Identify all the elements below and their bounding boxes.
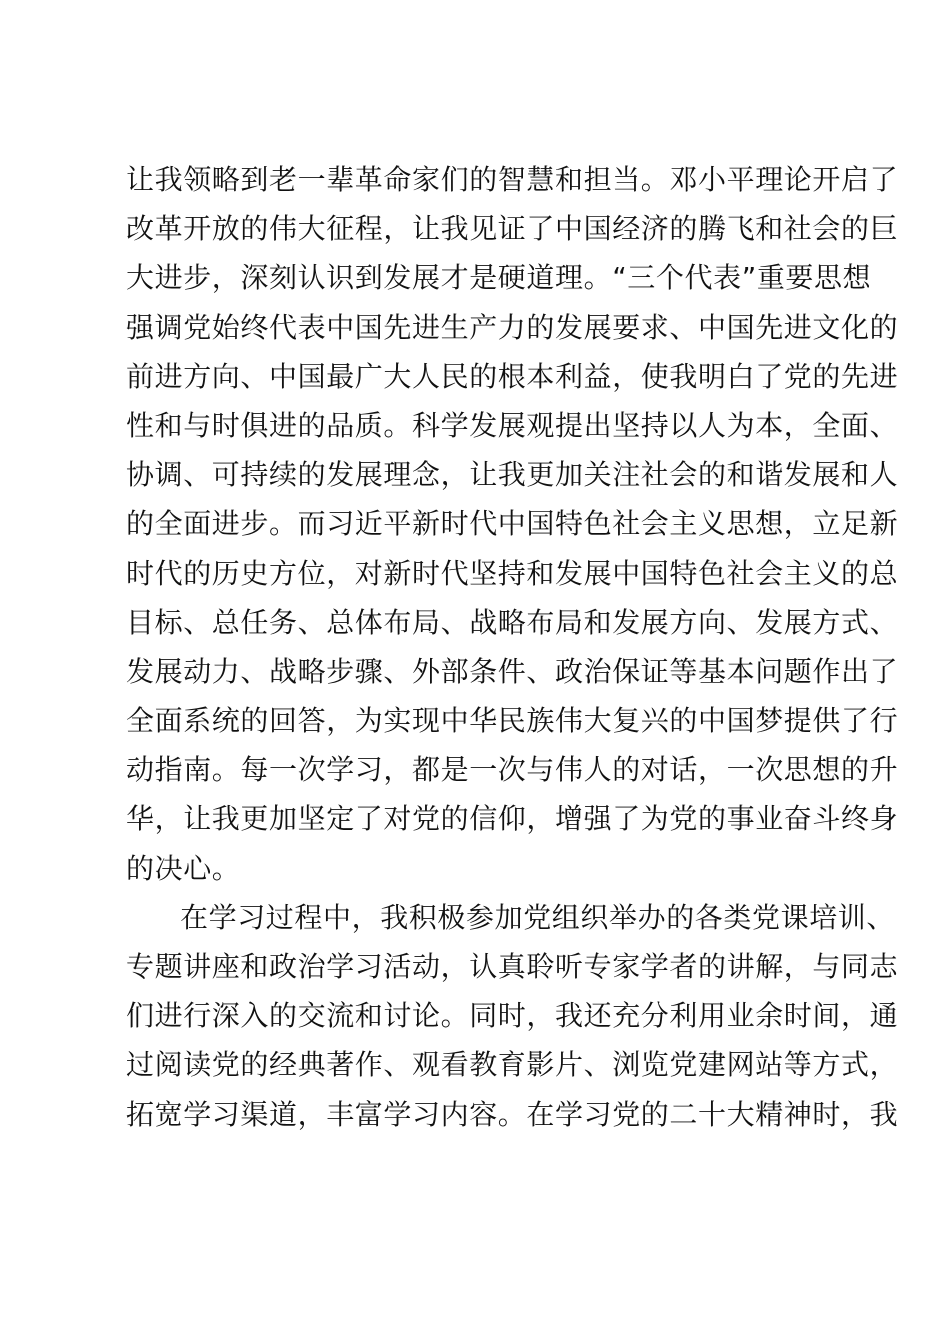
paragraph-line: 目标、总任务、总体布局、战略布局和发展方向、发展方式、 xyxy=(126,605,899,639)
paragraph-line: 的决心。 xyxy=(126,851,241,885)
paragraph-line: 过阅读党的经典著作、观看教育影片、浏览党建网站等方式， xyxy=(126,1048,899,1082)
paragraph-line: 大进步，深刻认识到发展才是硬道理。“三个代表”重要思想 xyxy=(126,261,872,295)
document-body xyxy=(126,155,899,1139)
paragraph-line: 发展动力、战略步骤、外部条件、政治保证等基本问题作出了 xyxy=(126,654,899,688)
paragraph-line: 的全面进步。而习近平新时代中国特色社会主义思想，立足新 xyxy=(126,507,899,541)
paragraph-line: 让我领略到老一辈革命家们的智慧和担当。邓小平理论开启了 xyxy=(126,163,899,196)
paragraph-line: 强调党始终代表中国先进生产力的发展要求、中国先进文化的 xyxy=(126,310,899,344)
paragraph-line: 前进方向、中国最广大人民的根本利益，使我明白了党的先进 xyxy=(126,359,899,393)
paragraph-line: 专题讲座和政治学习活动，认真聆听专家学者的讲解，与同志 xyxy=(126,950,899,983)
paragraph-line: 拓宽学习渠道，丰富学习内容。在学习党的二十大精神时，我 xyxy=(126,1097,899,1131)
paragraph-line: 动指南。每一次学习，都是一次与伟人的对话，一次思想的升 xyxy=(126,753,899,787)
paragraph-line: 们进行深入的交流和讨论。同时，我还充分利用业余时间，通 xyxy=(126,999,899,1033)
paragraph-line: 时代的历史方位，对新时代坚持和发展中国特色社会主义的总 xyxy=(126,556,899,590)
paragraph-line: 全面系统的回答，为实现中华民族伟大复兴的中国梦提供了行 xyxy=(126,704,899,738)
paragraph-line: 协调、可持续的发展理念，让我更加关注社会的和谐发展和人 xyxy=(126,458,899,492)
paragraph-line: 华，让我更加坚定了对党的信仰，增强了为党的事业奋斗终身 xyxy=(126,802,899,836)
paragraph-line: 性和与时俱进的品质。科学发展观提出坚持以人为本，全面、 xyxy=(126,408,899,442)
paragraph-line: 改革开放的伟大征程，让我见证了中国经济的腾飞和社会的巨 xyxy=(126,212,899,246)
paragraph-line: 在学习过程中，我积极参加党组织举办的各类党课培训、 xyxy=(180,900,896,934)
